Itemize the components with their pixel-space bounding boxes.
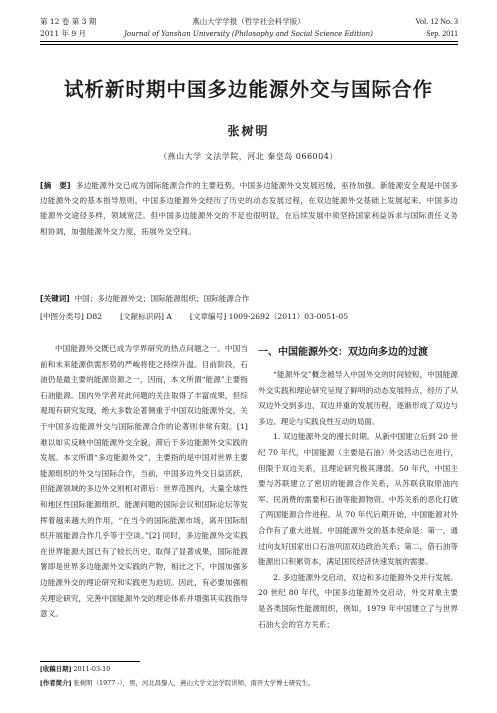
document-code: [文献标识码] A xyxy=(120,312,172,321)
author-bio-label: [作者简介] xyxy=(40,679,72,687)
article-number: [文章编号] 1009-2692（2011）03-0051-05 xyxy=(189,312,349,321)
header-journal-en: Journal of Yanshan University (Philosophy and Social Science Edition) xyxy=(124,30,373,38)
header-volume: 第 12 卷 第 3 期 xyxy=(40,17,97,26)
received-date: 2011-03-10 xyxy=(73,665,111,673)
abstract xyxy=(40,178,458,239)
author-name: 张树明 xyxy=(227,124,270,138)
author-affiliation: （燕山大学 文法学院，河北 秦皇岛 066004） xyxy=(159,152,338,161)
header-rule-bottom xyxy=(40,44,458,45)
paragraph: 1. 双边能源外交的漫长时期。从新中国建立后到 20 世纪 70 年代，中国能源（主要是石油）外交活动已在进行，但限于双边关系，且理论研究极其薄弱。50 年代，中国主要与苏联建立了密切的能源合作关系，从苏联获取原油内军、民消费的需要和石油等能源物资。中苏关系的恶化打破了两国能源合作进程。从 70 年代后期开始，中国能源对外合作有了重大进展。中国能源外交的基本使命是：第一，通过向友好国家出口石油巩固双边政治关系；第二，借石油等能源出口积累资本，满足国民经济快速发展的需要。 xyxy=(258,432,458,567)
abstract-text: 多边能源外交已成为国际能源合作的主要趋势，中国多边能源外交发展迟缓，巫待加强。新能源安全观是中国多边能源外交的基本指导原则。中国多边能源外交经历了历史的动态发展过程，在双边能源外交基础上发展起来。中国多边能源外交途径多样，领域宽泛。但中国多边能源外交的不足也很明显，在后续发展中须坚持国家利益诉求与国际责任义务相协调，加强能源外交力度，拓展外交空间。 xyxy=(40,181,458,236)
author-bio: 张树明（1977 -），男，河北昌黎人，燕山大学文法学院讲师，南开大学博士研究生。 xyxy=(73,679,315,687)
footnote-rule xyxy=(40,661,140,662)
footnote-received xyxy=(40,664,110,673)
classification-line xyxy=(40,311,366,322)
header-rule-top xyxy=(40,41,458,42)
abstract-label: [摘 要] xyxy=(40,181,71,190)
received-label: [收稿日期] xyxy=(40,665,72,673)
paragraph: 2. 多边能源外交启动，双边和多边能源外交并行发展。20 世纪 80 年代，中国多边能源外交启动，外交对象主要是各类国际性能源组织，例如，1979 年中国建立了与世界石油大会的官方关系； xyxy=(258,572,458,629)
body-left-column: 中国能源外交既已成为学界研究的热点问题之一。中国当前和未来能源供需形势的严峻将使之持续升温。目前阶段，石油仍是最主要的能源资源之一，因而，本文所谓“能源”主要指石油能源。国内外学者对此问题的关注取得了丰富成果，但综观现有研究发现，绝大多数论著侧重于中国双边能源外交，关于中国多边能源外交与国际能源合作的论著则非常有限。[1]难以如实反映中国能源外交全貌，滞后于多边能源外交实践的发展。本文所谓“多边能源外交”，主要指的是中国对世界主要能源组织的外交与国际合作，当前，中国多边外交日益活跃，但能源领域的多边外交则相对滞后：世界范围内，大量全球性和地区性国际能源组织、能源问题的国际会议和国际论坛等发挥着越来越大的作用，“在当今的国际能源市场，离开国际组织开展能源合作几乎等于空谈。”[2] 同时，多边能源外交实践在世界能源大国已有了较长历史，取得了显著成果，国际能源署即是世界多边能源外交实践的产物，相比之下，中国加强多边能源外交的理论研究和实践更为迫切。因此，有必要加强相关理论研究，完善中国能源外交的理论体系并增强其实践指导意义。 xyxy=(40,344,248,619)
keywords-label: [关键词] xyxy=(40,294,70,303)
footnote-author xyxy=(40,678,314,687)
section-heading: 一、中国能源外交：双边向多边的过渡 xyxy=(258,347,428,358)
clc-number: [中图分类号] D82 xyxy=(40,312,103,321)
paragraph: “能源外交”概念被导入中国外交的时间较短，中国能源外交实践和理论研究呈现了鲜明的动态发展特点，经历了从双边外交到多边、双边并重的发展历程，逐渐形成了双边与多边、理论与实践良性互动的局面。 xyxy=(258,370,458,426)
header-date: 2011 年 9 月 xyxy=(40,29,87,38)
article-title: 试析新时期中国多边能源外交与国际合作 xyxy=(63,78,433,101)
header-date-en: Sep. 2011 xyxy=(426,29,458,38)
keywords xyxy=(40,293,249,304)
body-right-column xyxy=(258,341,458,632)
header-journal-cn: 燕山大学学报（哲学社会科学版） xyxy=(192,17,305,26)
keywords-text: 中国；多边能源外交；国际能源组织；国际能源合作 xyxy=(74,294,250,303)
header-volume-en: Vol. 12 No. 3 xyxy=(415,17,458,26)
